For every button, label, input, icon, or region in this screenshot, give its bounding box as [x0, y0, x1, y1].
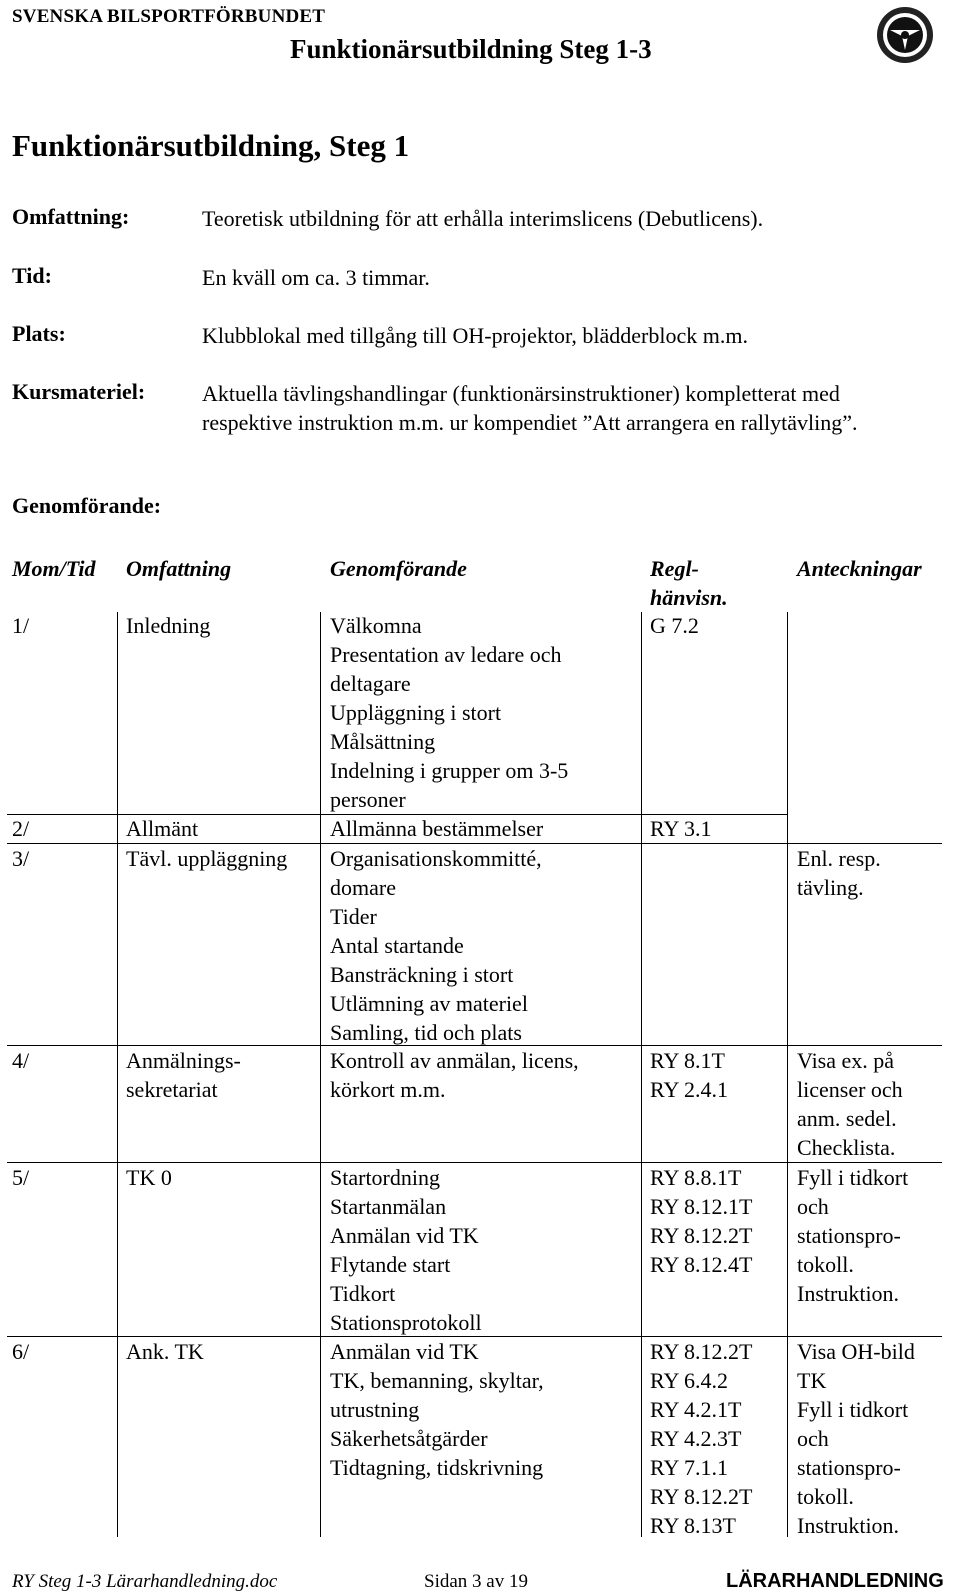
- document-title: Funktionärsutbildning Steg 1-3: [290, 34, 652, 64]
- row2-execution: Allmänna bestämmelser: [330, 816, 544, 841]
- footer-label: LÄRARHANDLEDNING: [726, 1570, 944, 1592]
- row1-rule-ref: G 7.2: [650, 613, 699, 638]
- row6-execution: Anmälan vid TK TK, bemanning, skyltar, utrustning Säkerhetsåtgärder Tidtagning, tidskrivning: [330, 1339, 544, 1480]
- row3-scope: Tävl. uppläggning: [126, 846, 288, 871]
- row4-execution: Kontroll av anmälan, licens, körkort m.m.: [330, 1048, 579, 1102]
- col-header-scope: Omfattning: [126, 556, 232, 581]
- row5-execution: Startordning Startanmälan Anmälan vid TK Flytande start Tidkort Stationsprotokoll: [330, 1165, 482, 1335]
- row6-notes: Visa OH-bild TK Fyll i tidkort och stationspro- tokoll. Instruktion.: [797, 1339, 915, 1538]
- page-heading: Funktionärsutbildning, Steg 1: [12, 128, 410, 163]
- row1-scope: Inledning: [126, 613, 211, 638]
- place-value: Klubblokal med tillgång till OH-projektor, blädderblock m.m.: [202, 323, 748, 348]
- row2-time: 2/: [12, 816, 30, 841]
- material-value-line2: respektive instruktion m.m. ur kompendiet ”Att arrangera en rallytävling”.: [202, 410, 858, 435]
- time-label: Tid:: [12, 263, 52, 288]
- row6-rule-ref: RY 8.12.2T RY 6.4.2 RY 4.2.1T RY 4.2.3T RY 7.1.1 RY 8.12.2T RY 8.13T: [650, 1339, 753, 1538]
- row4-notes: Visa ex. på licenser och anm. sedel. Checklista.: [797, 1048, 903, 1160]
- organization-name: SVENSKA BILSPORTFÖRBUNDET: [12, 6, 326, 27]
- row4-scope: Anmälnings- sekretariat: [126, 1048, 241, 1102]
- grid-line: [641, 612, 642, 1537]
- grid-line: [117, 612, 118, 1537]
- federation-logo: [876, 6, 934, 64]
- time-value: En kväll om ca. 3 timmar.: [202, 265, 430, 290]
- row5-scope: TK 0: [126, 1165, 172, 1190]
- row5-rule-ref: RY 8.8.1T RY 8.12.1T RY 8.12.2T RY 8.12.4T: [650, 1165, 753, 1277]
- row6-time: 6/: [12, 1339, 30, 1364]
- row4-time: 4/: [12, 1048, 30, 1073]
- row5-time: 5/: [12, 1165, 30, 1190]
- footer-page-number: Sidan 3 av 19: [424, 1571, 528, 1592]
- col-header-rule-ref: [650, 554, 728, 612]
- section-heading: Genomförande:: [12, 493, 162, 518]
- place-label: Plats:: [12, 321, 66, 346]
- row3-execution: Organisationskommitté, domare Tider Antal startande Bansträckning i stort Utlämning av materiel Samling, tid och plats: [330, 846, 542, 1045]
- row3-time: 3/: [12, 846, 30, 871]
- col-header-notes: Anteckningar: [797, 556, 922, 581]
- grid-line: [787, 612, 788, 1537]
- col-header-rule-ref-line1: Regl-: [650, 556, 699, 581]
- col-header-execution: Genomförande: [330, 556, 467, 581]
- row1-execution: Välkomna Presentation av ledare och deltagare Uppläggning i stort Målsättning Indelning i grupper om 3-5 personer: [330, 613, 569, 812]
- row6-scope: Ank. TK: [126, 1339, 204, 1364]
- col-header-rule-ref-line2: hänvisn.: [650, 585, 728, 610]
- col-header-time: Mom/Tid: [12, 556, 96, 581]
- row3-notes: Enl. resp. tävling.: [797, 846, 881, 900]
- scope-label: Omfattning:: [12, 204, 130, 229]
- row1-time: 1/: [12, 613, 30, 638]
- row2-scope: Allmänt: [126, 816, 199, 841]
- footer-filename: RY Steg 1-3 Lärarhandledning.doc: [12, 1571, 278, 1592]
- row2-rule-ref: RY 3.1: [650, 816, 712, 841]
- scope-value: Teoretisk utbildning för att erhålla interimslicens (Debutlicens).: [202, 206, 764, 231]
- row4-rule-ref: RY 8.1T RY 2.4.1: [650, 1048, 729, 1102]
- material-label: Kursmateriel:: [12, 379, 146, 404]
- grid-line: [320, 612, 321, 1537]
- row5-notes: Fyll i tidkort och stationspro- tokoll. Instruktion.: [797, 1165, 909, 1306]
- material-value-line1: Aktuella tävlingshandlingar (funktionärsinstruktioner) kompletterat med: [202, 381, 840, 406]
